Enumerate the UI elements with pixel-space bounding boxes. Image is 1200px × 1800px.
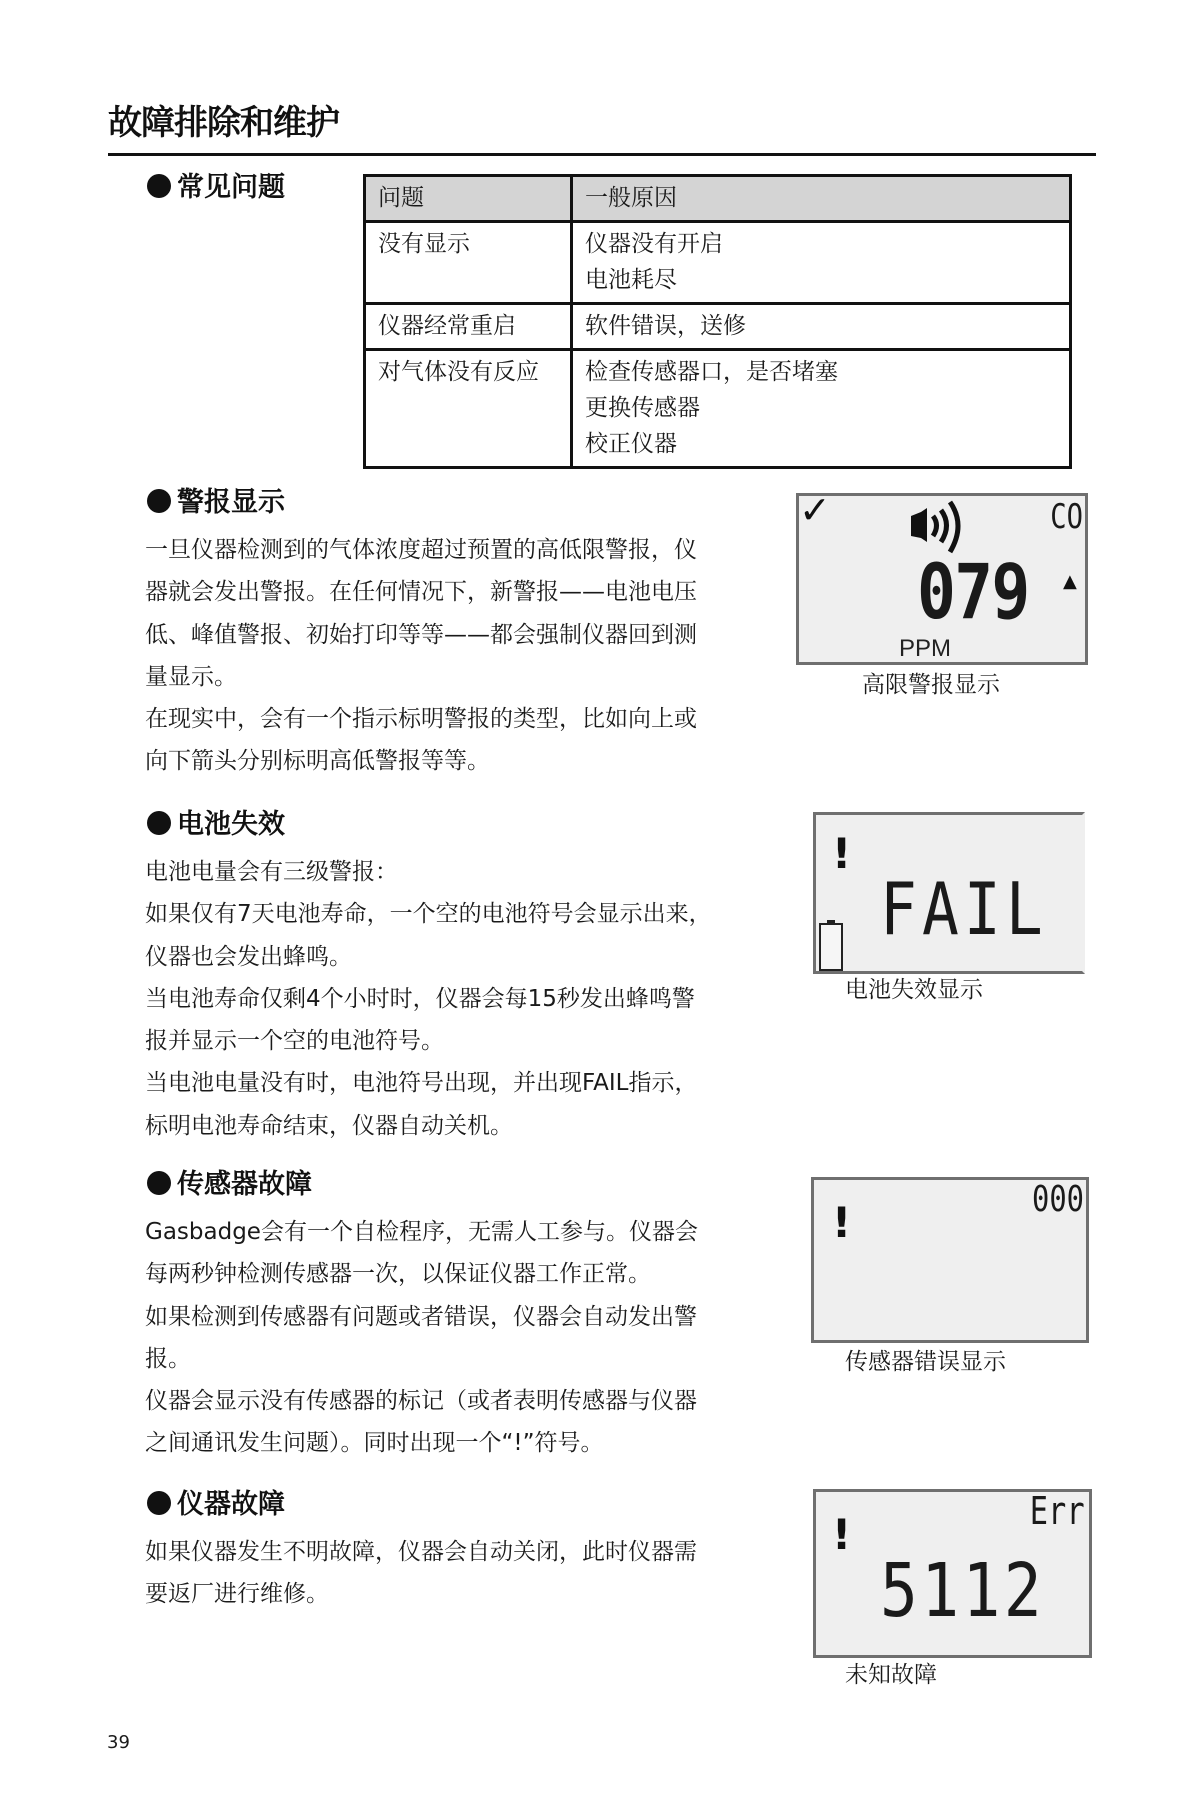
lcd-sensor-error bbox=[811, 1177, 1089, 1343]
alarm-paragraph bbox=[145, 529, 745, 783]
bullet-icon bbox=[147, 1491, 171, 1515]
unit-label: PPM bbox=[899, 635, 952, 662]
lcd-caption: 传感器错误显示 bbox=[845, 1349, 1006, 1375]
bullet-icon bbox=[147, 489, 171, 513]
cause-line: 更换传感器 bbox=[585, 395, 700, 421]
text-line: 低、峰值警报、初始打印等等——都会强制仪器回到测 bbox=[145, 621, 697, 648]
cause-line: 电池耗尽 bbox=[585, 267, 677, 293]
page-number: 39 bbox=[107, 1732, 130, 1753]
page-title: 故障排除和维护 bbox=[108, 103, 339, 143]
text-line: 如果检测到传感器有问题或者错误，仪器会自动发出警 bbox=[145, 1303, 697, 1330]
heading-text: 仪器故障 bbox=[177, 1489, 285, 1520]
table-header-row bbox=[365, 176, 1071, 222]
text-line: 当电池电量没有时，电池符号出现，并出现FAIL指示， bbox=[145, 1070, 698, 1097]
section-heading-instrument bbox=[147, 1487, 285, 1523]
lcd-caption: 未知故障 bbox=[845, 1662, 937, 1688]
table-row bbox=[365, 304, 1071, 350]
heading-text: 电池失效 bbox=[177, 809, 285, 840]
column-header-problem: 问题 bbox=[365, 176, 572, 222]
warning-icon: ! bbox=[832, 1198, 852, 1247]
text-line: Gasbadge会有一个自检程序，无需人工参与。仪器会 bbox=[145, 1219, 698, 1245]
text-line: 量显示。 bbox=[145, 663, 237, 690]
text-line: 向下箭头分别标明高低警报等等。 bbox=[145, 748, 490, 775]
problem-cell: 仪器经常重启 bbox=[365, 304, 572, 350]
text-line: 报并显示一个空的电池符号。 bbox=[145, 1028, 444, 1055]
problem-cell: 没有显示 bbox=[365, 222, 572, 304]
faq-table bbox=[363, 174, 1072, 469]
section-heading-battery bbox=[147, 807, 285, 843]
lcd-caption: 电池失效显示 bbox=[845, 977, 983, 1003]
heading-text: 警报显示 bbox=[177, 487, 285, 518]
lcd-unknown-fault bbox=[813, 1489, 1092, 1658]
error-code: 5112 bbox=[880, 1548, 1046, 1634]
cause-cell bbox=[572, 304, 1071, 350]
instrument-paragraph bbox=[145, 1531, 745, 1616]
empty-battery-icon bbox=[819, 923, 843, 971]
lcd-high-alarm bbox=[796, 488, 1088, 665]
gas-type-label: CO bbox=[1050, 497, 1083, 537]
sensor-code: 000 bbox=[1031, 1179, 1084, 1220]
text-line: 一旦仪器检测到的气体浓度超过预置的高低限警报，仪 bbox=[145, 537, 697, 563]
lcd-caption: 高限警报显示 bbox=[862, 672, 1000, 698]
warning-icon: ! bbox=[832, 829, 852, 878]
text-line: 在现实中，会有一个指示标明警报的类型，比如向上或 bbox=[145, 706, 697, 733]
text-line: 仪器会显示没有传感器的标记（或者表明传感器与仪器 bbox=[145, 1388, 697, 1415]
text-line: 当电池寿命仅剩4个小时时，仪器会每15秒发出蜂鸣警 bbox=[145, 985, 695, 1012]
text-line: 报。 bbox=[145, 1345, 191, 1372]
cause-cell bbox=[572, 222, 1071, 304]
battery-paragraph bbox=[145, 851, 745, 1147]
check-icon: ✓ bbox=[799, 488, 831, 532]
bullet-icon bbox=[147, 1171, 171, 1195]
fail-text: FAIL bbox=[880, 867, 1048, 951]
column-header-cause: 一般原因 bbox=[572, 176, 1071, 222]
bullet-icon bbox=[147, 174, 171, 198]
text-line: 要返厂进行维修。 bbox=[145, 1581, 329, 1608]
text-line: 器就会发出警报。在任何情况下，新警报——电池电压 bbox=[145, 579, 697, 606]
text-line: 仪器也会发出蜂鸣。 bbox=[145, 943, 352, 970]
section-heading-faq bbox=[147, 170, 285, 206]
problem-cell: 对气体没有反应 bbox=[365, 350, 572, 468]
error-label: Err bbox=[1030, 1489, 1085, 1533]
text-line: 如果仪器发生不明故障，仪器会自动关闭，此时仪器需 bbox=[145, 1539, 697, 1565]
cause-line: 仪器没有开启 bbox=[585, 231, 723, 257]
text-line: 标明电池寿命结束，仪器自动关机。 bbox=[145, 1112, 513, 1139]
cause-line: 软件错误，送修 bbox=[585, 313, 746, 339]
text-line: 每两秒钟检测传感器一次，以保证仪器工作正常。 bbox=[145, 1261, 651, 1288]
heading-text: 常见问题 bbox=[177, 172, 285, 203]
text-line: 如果仅有7天电池寿命，一个空的电池符号会显示出来， bbox=[145, 901, 712, 928]
text-line: 之间通讯发生问题）。同时出现一个“!”符号。 bbox=[145, 1430, 604, 1457]
sensor-paragraph bbox=[145, 1211, 745, 1465]
heading-text: 传感器故障 bbox=[177, 1169, 312, 1200]
warning-icon: ! bbox=[832, 1510, 852, 1559]
section-heading-alarm bbox=[147, 485, 285, 521]
title-divider bbox=[108, 153, 1096, 156]
cause-cell bbox=[572, 350, 1071, 468]
reading-value: 079 bbox=[917, 547, 1029, 636]
bullet-icon bbox=[147, 811, 171, 835]
cause-line: 检查传感器口，是否堵塞 bbox=[585, 359, 838, 385]
table-row bbox=[365, 222, 1071, 304]
up-arrow-icon: ▲ bbox=[1063, 571, 1077, 592]
lcd-battery-fail bbox=[813, 812, 1085, 974]
text-line: 电池电量会有三级警报： bbox=[145, 859, 398, 885]
cause-line: 校正仪器 bbox=[585, 431, 677, 457]
section-heading-sensor bbox=[147, 1167, 312, 1203]
table-row bbox=[365, 350, 1071, 468]
